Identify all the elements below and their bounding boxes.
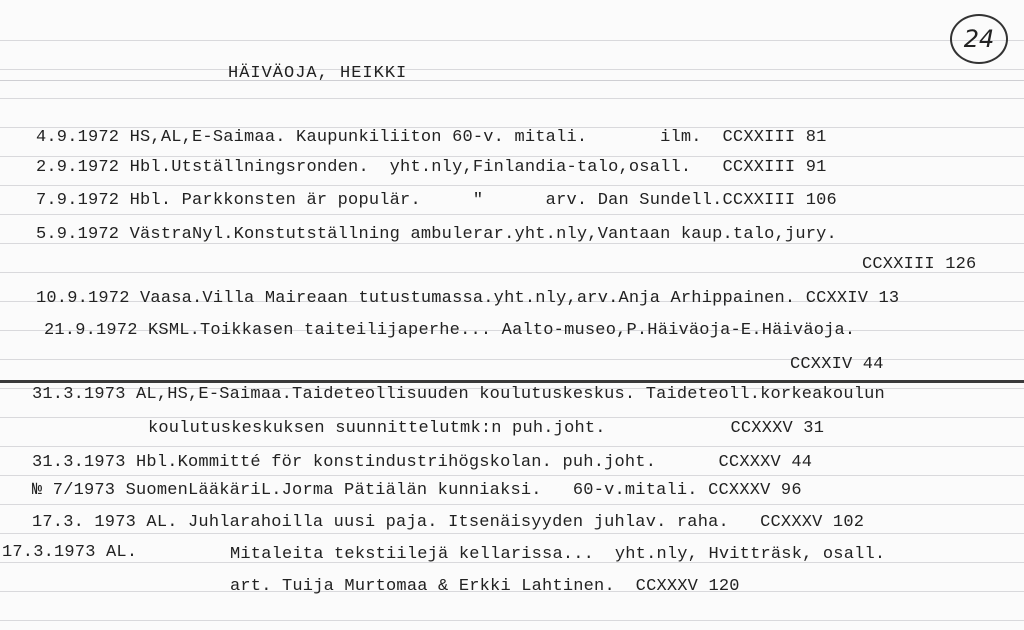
entry-reference: CCXXIV 44 [790,355,884,374]
entry-line: № 7/1973 SuomenLääkäriL.Jorma Pätiälän kunniaksi. 60-v.mitali. CCXXXV 96 [32,481,802,500]
entry-line: 10.9.1972 Vaasa.Villa Maireaan tutustumassa.yht.nly,arv.Anja Arhippainen. CCXXIV 13 [36,289,900,308]
entry-line: 5.9.1972 VästraNyl.Konstutställning ambulerar.yht.nly,Vantaan kaup.talo,jury. [36,225,837,244]
entry-line: art. Tuija Murtomaa & Erkki Lahtinen. CCXXXV 120 [230,577,740,596]
entry-line: Mitaleita tekstiilejä kellarissa... yht.nly, Hvitträsk, osall. [230,545,886,564]
section-divider [0,380,1024,383]
entry-line: koulutuskeskuksen suunnittelutmk:n puh.joht. CCXXXV 31 [148,419,825,438]
card-number: 24 [950,14,1008,64]
entry-line: 21.9.1972 KSML.Toikkasen taiteilijaperhe... Aalto-museo,P.Häiväoja-E.Häiväoja. [44,321,856,340]
entry-line: 4.9.1972 HS,AL,E-Saimaa. Kaupunkiliiton 60-v. mitali. ilm. CCXXIII 81 [36,128,827,147]
entry-line: 31.3.1973 Hbl.Kommitté för konstindustrihögskolan. puh.joht. CCXXXV 44 [32,453,813,472]
entry-line: 31.3.1973 AL,HS,E-Saimaa.Taideteollisuuden koulutuskeskus. Taideteoll.korkeakoulun [32,385,885,404]
entry-line: 17.3. 1973 AL. Juhlarahoilla uusi paja. Itsenäisyyden juhlav. raha. CCXXXV 102 [32,513,865,532]
entry-line: 7.9.1972 Hbl. Parkkonsten är populär. " arv. Dan Sundell.CCXXIII 106 [36,191,837,210]
entry-line: 2.9.1972 Hbl.Utställningsronden. yht.nly,Finlandia-talo,osall. CCXXIII 91 [36,158,827,177]
card-heading: HÄIVÄOJA, HEIKKI [228,64,408,83]
top-rule [0,80,1024,81]
entry-reference: CCXXIII 126 [862,255,977,274]
entry-date: 17.3.1973 AL. [2,543,138,562]
